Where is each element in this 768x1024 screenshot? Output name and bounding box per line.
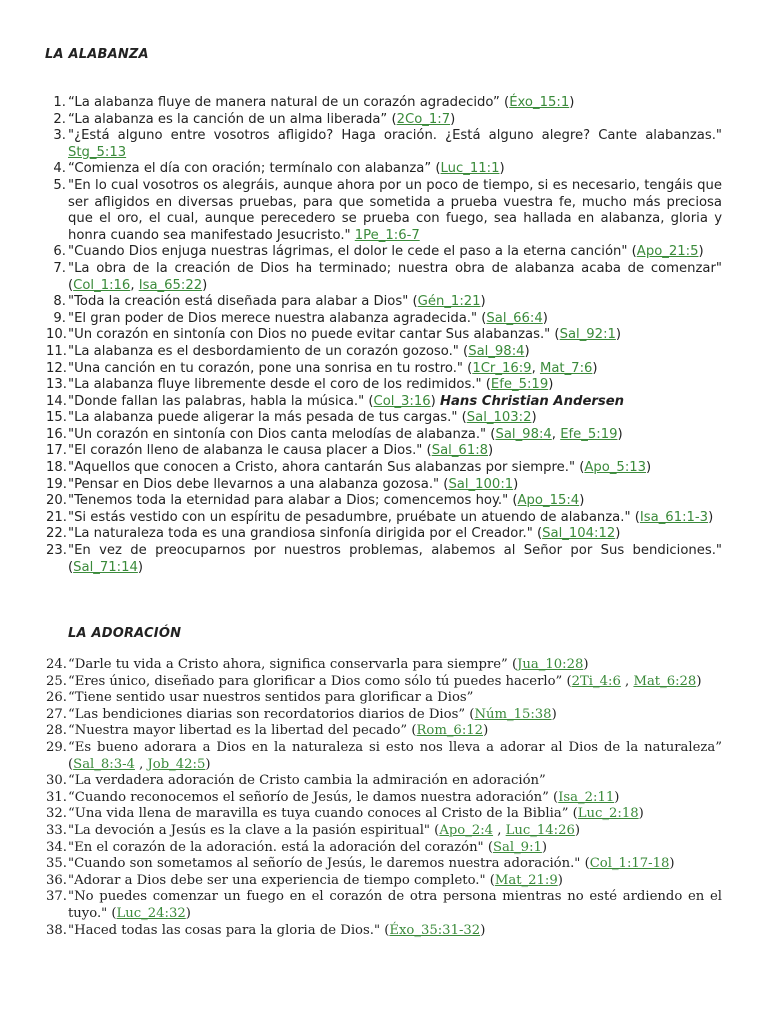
quote-text <box>68 690 722 707</box>
scripture-reference-link[interactable]: Sal_61:8 <box>431 443 489 459</box>
quote-text-run: ) <box>592 360 598 376</box>
quote-text <box>68 261 722 294</box>
list-item <box>0 543 768 576</box>
scripture-reference-link[interactable]: Apo_21:5 <box>636 244 699 260</box>
quote-text-run: ) <box>137 559 144 575</box>
list-item <box>0 178 768 244</box>
list-item <box>0 261 768 294</box>
scripture-reference-link[interactable]: Isa_2:11 <box>558 789 615 805</box>
list-item <box>0 790 768 807</box>
quote-text <box>68 493 722 510</box>
item-number: 38. <box>46 922 67 938</box>
list-item <box>0 707 768 724</box>
item-number: 33. <box>46 822 67 838</box>
scripture-reference-link[interactable]: Isa_61:1-3 <box>639 509 709 525</box>
section-title-alabanza: LA ALABANZA <box>45 47 149 62</box>
item-number: 36. <box>46 872 67 888</box>
quote-text <box>68 112 722 129</box>
list-item <box>0 740 768 773</box>
quote-text <box>68 244 722 261</box>
list-item <box>0 161 768 178</box>
list-item <box>0 112 768 129</box>
quote-text-run: ) <box>638 806 644 822</box>
scripture-reference-link[interactable]: Éxo_35:31-32 <box>389 922 481 938</box>
quote-text-run: ) <box>574 822 581 838</box>
item-number: 21. <box>46 509 67 525</box>
item-number: 5. <box>53 177 66 193</box>
quote-text-run: , <box>531 360 540 376</box>
scripture-reference-link[interactable]: Luc_14:26 <box>505 822 575 838</box>
scripture-reference-link[interactable]: Sal_92:1 <box>559 327 616 343</box>
quote-text-run: "La devoción a Jesús es la clave a la pasión espiritual" ( <box>68 822 440 838</box>
scripture-reference-link[interactable]: 2Ti_4:6 <box>571 673 621 689</box>
list-item <box>0 873 768 890</box>
quote-text <box>68 311 722 328</box>
list-item <box>0 856 768 873</box>
quote-text-run: "Tenemos toda la eternidad para alabar a Dios; comencemos hoy." ( <box>68 493 518 509</box>
scripture-reference-link[interactable]: Sal_8:3-4 <box>73 756 135 772</box>
quote-text-run: "Donde fallan las palabras, habla la música." ( <box>68 393 374 409</box>
scripture-reference-link[interactable]: Col_1:17-18 <box>589 856 670 872</box>
list-item <box>0 410 768 427</box>
quote-text-run: ) <box>202 277 208 293</box>
quote-text-run: ) <box>646 460 652 476</box>
list-item <box>0 674 768 691</box>
quote-text <box>68 856 722 873</box>
quote-text <box>68 790 722 807</box>
item-number: 16. <box>46 426 67 442</box>
scripture-reference-link[interactable]: Isa_65:22 <box>138 277 203 293</box>
item-number: 34. <box>46 839 67 855</box>
quote-text-run: ) <box>480 922 486 938</box>
quote-text-run: “Darle tu vida a Cristo ahora, significa conservarla para siempre” ( <box>68 657 518 672</box>
scripture-reference-link[interactable]: Mat_6:28 <box>633 673 697 689</box>
quote-text <box>68 823 722 840</box>
list-item <box>0 657 768 674</box>
quote-author: Hans Christian Andersen <box>440 393 625 409</box>
quote-text <box>68 740 722 773</box>
quote-text <box>68 361 722 378</box>
scripture-reference-link[interactable]: Rom_6:12 <box>416 723 484 739</box>
quote-text-run: ) <box>617 426 623 442</box>
quote-text-run: ) <box>569 95 575 110</box>
scripture-reference-link[interactable]: Col_3:16 <box>373 393 431 409</box>
scripture-reference-link[interactable]: Efe_5:19 <box>560 426 618 442</box>
quote-text <box>68 707 722 724</box>
quote-text <box>68 394 722 411</box>
scripture-reference-link[interactable]: Luc_2:18 <box>577 806 639 822</box>
quote-text-run: "La naturaleza toda es una grandiosa sinfonía dirigida por el Creador." ( <box>68 526 543 542</box>
quote-text-run: “La verdadera adoración de Cristo cambia la admiración en adoración” <box>68 773 546 789</box>
quote-text-run: ) <box>551 706 557 722</box>
item-number: 12. <box>46 360 67 376</box>
quote-text <box>68 427 722 444</box>
scripture-reference-link[interactable]: Job_42:5 <box>147 756 206 772</box>
scripture-reference-link[interactable]: Col_1:16 <box>73 277 131 293</box>
list-item <box>0 460 768 477</box>
quote-text-run: "Si estás vestido con un espíritu de pesadumbre, pruébate un atuendo de alabanza." ( <box>68 509 640 525</box>
quote-text <box>68 327 722 344</box>
quote-text <box>68 840 722 857</box>
quote-text <box>68 889 722 922</box>
quote-text-run: ) <box>548 377 554 393</box>
quote-text-run: ) <box>698 244 704 260</box>
quote-text <box>68 443 722 460</box>
list-item <box>0 443 768 460</box>
scripture-reference-link[interactable]: Apo_2:4 <box>439 822 494 838</box>
list-item <box>0 823 768 840</box>
quote-text-run: "Cuando son sometamos al señorío de Jesús, le daremos nuestra adoración." ( <box>68 856 590 872</box>
item-number: 25. <box>46 673 67 689</box>
quote-text-run: ) <box>583 657 589 672</box>
item-number: 32. <box>46 806 67 822</box>
quote-text-run: ) <box>499 161 505 177</box>
item-number: 18. <box>46 460 67 476</box>
scripture-reference-link[interactable]: Luc_24:32 <box>116 905 186 921</box>
quote-text-run: ) <box>480 294 486 310</box>
item-number: 37. <box>46 889 67 905</box>
quote-text-run: , <box>134 756 148 772</box>
item-number: 30. <box>46 773 67 789</box>
quote-text-run: ) <box>513 476 519 492</box>
item-number: 3. <box>53 128 66 144</box>
scripture-reference-link[interactable]: Sal_9:1 <box>492 839 542 855</box>
list-item <box>0 526 768 543</box>
quote-text-run: "Toda la creación está diseñada para alabar a Dios" ( <box>68 294 418 310</box>
quote-text-run: "Aquellos que conocen a Cristo, ahora cantarán Sus alabanzas por siempre." ( <box>68 460 585 476</box>
scripture-reference-link[interactable]: Núm_15:38 <box>474 706 552 722</box>
scripture-reference-link[interactable]: Mat_7:6 <box>539 360 593 376</box>
quote-text-run: "La alabanza fluye libremente desde el coro de los redimidos." ( <box>68 377 491 393</box>
item-number: 19. <box>46 476 67 492</box>
quote-text-run: ) <box>524 343 530 359</box>
list-item <box>0 477 768 494</box>
item-number: 13. <box>46 377 67 393</box>
quote-text-run: ) <box>531 410 537 426</box>
quote-text-run: “Las bendiciones diarias son recordatorios diarios de Dios” ( <box>68 706 475 722</box>
quote-text-run: ) <box>669 856 675 872</box>
quote-text-run: ) <box>430 393 440 409</box>
scripture-reference-link[interactable]: 1Pe_1:6-7 <box>354 227 420 243</box>
quote-text-run: "La alabanza es el desbordamiento de un corazón gozoso." ( <box>68 343 469 359</box>
list-item <box>0 690 768 707</box>
quote-text-run: "En lo cual vosotros os alegráis, aunque ahora por un poco de tiempo, si es necesario, tengáis que ser afligidos en diversas pruebas, para que sometida a prueba vuestra fe, mucho más preciosa que el oro, el cual, aunque perecedero se prueba con fuego, sea hallada en alabanza, gloria y honra cuando sea manifestado Jesucristo." <box>68 177 722 243</box>
scripture-reference-link[interactable]: Luc_11:1 <box>440 161 500 177</box>
quote-text-run: ) <box>557 872 563 888</box>
scripture-reference-link[interactable]: Apo_5:13 <box>584 460 647 476</box>
quote-text <box>68 806 722 823</box>
list-item <box>0 773 768 790</box>
scripture-reference-link[interactable]: Sal_103:2 <box>466 410 532 426</box>
quote-text-run: “Nuestra mayor libertad es la libertad del pecado” ( <box>68 723 417 739</box>
quote-text-run: ) <box>205 756 211 772</box>
quote-text-run: "El corazón lleno de alabanza le causa placer a Dios." ( <box>68 443 432 459</box>
item-number: 24. <box>46 657 67 672</box>
item-number: 8. <box>53 294 66 310</box>
quote-text <box>68 674 722 691</box>
quote-text-run: ) <box>615 526 621 542</box>
list-item <box>0 377 768 394</box>
scripture-reference-link[interactable]: 2Co_1:7 <box>396 111 451 127</box>
quote-text-run: "Un corazón en sintonía con Dios canta melodías de alabanza." ( <box>68 426 496 442</box>
item-number: 29. <box>46 739 67 755</box>
item-number: 22. <box>46 526 67 542</box>
quote-text-run: “Es bueno adorara a Dios en la naturaleza si esto nos lleva a adorar al Dios de la naturaleza” ( <box>68 739 722 772</box>
scripture-reference-link[interactable]: Sal_66:4 <box>486 310 543 326</box>
quote-text-run: "No puedes comenzar un fuego en el corazón de otra persona mientras no esté ardiendo en el tuyo." ( <box>68 889 722 921</box>
list-item <box>0 427 768 444</box>
quote-text-run: ) <box>614 789 620 805</box>
quote-text <box>68 460 722 477</box>
quote-text-run: "¿Está alguno entre vosotros afligido? Haga oración. ¿Está alguno alegre? Cante alabanzas." <box>68 128 722 144</box>
item-number: 27. <box>46 706 67 722</box>
quote-text-run: ) <box>450 111 456 127</box>
quote-text <box>68 95 722 112</box>
item-number: 26. <box>46 690 67 706</box>
item-number: 4. <box>53 161 66 177</box>
quote-text-run: "El gran poder de Dios merece nuestra alabanza agradecida." ( <box>68 310 487 326</box>
quote-text-run: , <box>130 277 139 293</box>
quote-text <box>68 773 722 790</box>
scripture-reference-link[interactable]: Mat_21:9 <box>494 872 558 888</box>
quote-text-run: "Haced todas las cosas para la gloria de Dios." ( <box>68 922 390 938</box>
item-number: 31. <box>46 789 67 805</box>
item-number: 11. <box>46 343 67 359</box>
quote-text <box>68 178 722 244</box>
quote-text-run: “Eres único, diseñado para glorificar a Dios como sólo tú puedes hacerlo” ( <box>68 673 572 689</box>
list-item <box>0 723 768 740</box>
quote-text <box>68 128 722 161</box>
list-item <box>0 327 768 344</box>
quote-text <box>68 543 722 576</box>
scripture-reference-link[interactable]: Gén_1:21 <box>417 294 481 310</box>
list-item <box>0 394 768 411</box>
quote-text <box>68 923 722 940</box>
item-number: 35. <box>46 856 67 872</box>
quote-text-run: , <box>551 426 561 442</box>
quote-text-run: ) <box>696 673 702 689</box>
quote-text-run: ) <box>541 839 548 855</box>
list-item <box>0 128 768 161</box>
scripture-reference-link[interactable]: Efe_5:19 <box>490 377 549 393</box>
quote-text <box>68 377 722 394</box>
item-number: 28. <box>46 723 67 739</box>
quote-text-run: "Cuando Dios enjuga nuestras lágrimas, el dolor le cede el paso a la eterna canción" ( <box>68 244 637 260</box>
list-item <box>0 840 768 857</box>
list-item <box>0 344 768 361</box>
quote-text-run: "En vez de preocuparnos por nuestros problemas, alabemos al Señor por Sus bendiciones." ( <box>68 543 722 575</box>
quote-text-run: "Una canción en tu corazón, pone una sonrisa en tu rostro." ( <box>68 360 473 376</box>
quote-text-run: "Un corazón en sintonía con Dios no puede evitar cantar Sus alabanzas." ( <box>68 327 560 343</box>
list-item <box>0 510 768 527</box>
list-item <box>0 361 768 378</box>
section-title-adoracion: LA ADORACIÓN <box>68 626 182 641</box>
scripture-reference-link[interactable]: Sal_100:1 <box>448 476 514 492</box>
quote-text-run: "La alabanza puede aligerar la más pesada de tus cargas." ( <box>68 410 467 426</box>
item-number: 6. <box>53 244 66 260</box>
quote-list-adoracion <box>0 657 768 939</box>
item-number: 14. <box>46 393 67 409</box>
quote-text-run: "Adorar a Dios debe ser una experiencia de tiempo completo." ( <box>68 872 495 888</box>
list-item <box>0 294 768 311</box>
quote-text-run: , <box>620 673 634 689</box>
quote-text <box>68 410 722 427</box>
quote-text-run: ) <box>542 310 548 326</box>
item-number: 10. <box>46 327 67 343</box>
quote-text-run: ) <box>488 443 494 459</box>
quote-text <box>68 344 722 361</box>
list-item <box>0 889 768 922</box>
scripture-reference-link[interactable]: Sal_104:12 <box>542 526 616 542</box>
quote-text <box>68 161 722 178</box>
list-item <box>0 311 768 328</box>
scripture-reference-link[interactable]: Stg_5:13 <box>68 144 127 160</box>
list-item <box>0 493 768 510</box>
list-item <box>0 244 768 261</box>
quote-text-run: “Cuando reconocemos el señorío de Jesús, le damos nuestra adoración” ( <box>68 789 559 805</box>
quote-text <box>68 873 722 890</box>
item-number: 9. <box>53 310 66 326</box>
list-item <box>0 923 768 940</box>
item-number: 7. <box>53 260 66 276</box>
item-number: 20. <box>46 493 67 509</box>
quote-text-run: “La alabanza es la canción de un alma liberada” ( <box>68 111 397 127</box>
quote-text-run: , <box>493 822 506 838</box>
item-number: 15. <box>46 410 67 426</box>
quote-text <box>68 526 722 543</box>
quote-text-run: "Pensar en Dios debe llevarnos a una alabanza gozosa." ( <box>68 476 449 492</box>
scripture-reference-link[interactable]: Éxo_15:1 <box>509 95 570 110</box>
quote-text-run: ) <box>483 723 489 739</box>
quote-text-run: ) <box>615 327 622 343</box>
quote-text-run: ) <box>185 905 191 921</box>
item-number: 17. <box>46 443 67 459</box>
item-number: 2. <box>53 111 66 127</box>
quote-list-alabanza <box>0 95 768 576</box>
quote-text <box>68 657 722 674</box>
list-item <box>0 95 768 112</box>
quote-text-run: ) <box>708 509 714 525</box>
quote-text-run: "En el corazón de la adoración. está la adoración del corazón" ( <box>68 839 493 855</box>
quote-text <box>68 510 722 527</box>
list-item <box>0 806 768 823</box>
scripture-reference-link[interactable]: Apo_15:4 <box>517 493 580 509</box>
quote-text <box>68 294 722 311</box>
quote-text-run: “Tiene sentido usar nuestros sentidos para glorificar a Dios” <box>68 690 474 706</box>
quote-text-run: ) <box>579 493 585 509</box>
quote-text <box>68 477 722 494</box>
quote-text-run: “La alabanza fluye de manera natural de un corazón agradecido” ( <box>68 95 510 110</box>
scripture-reference-link[interactable]: Sal_98:4 <box>468 343 525 359</box>
quote-text-run: "La obra de la creación de Dios ha terminado; nuestra obra de alabanza acaba de comenzar" ( <box>68 260 722 293</box>
scripture-reference-link[interactable]: Jua_10:28 <box>517 657 584 672</box>
scripture-reference-link[interactable]: 1Cr_16:9 <box>472 360 532 376</box>
quote-text <box>68 723 722 740</box>
scripture-reference-link[interactable]: Sal_71:14 <box>73 559 138 575</box>
item-number: 23. <box>46 543 67 559</box>
scripture-reference-link[interactable]: Sal_98:4 <box>495 426 552 442</box>
quote-text-run: “Comienza el día con oración; termínalo con alabanza” ( <box>68 161 441 177</box>
quote-text-run: “Una vida llena de maravilla es tuya cuando conoces al Cristo de la Biblia” ( <box>68 806 578 822</box>
item-number: 1. <box>53 95 66 110</box>
